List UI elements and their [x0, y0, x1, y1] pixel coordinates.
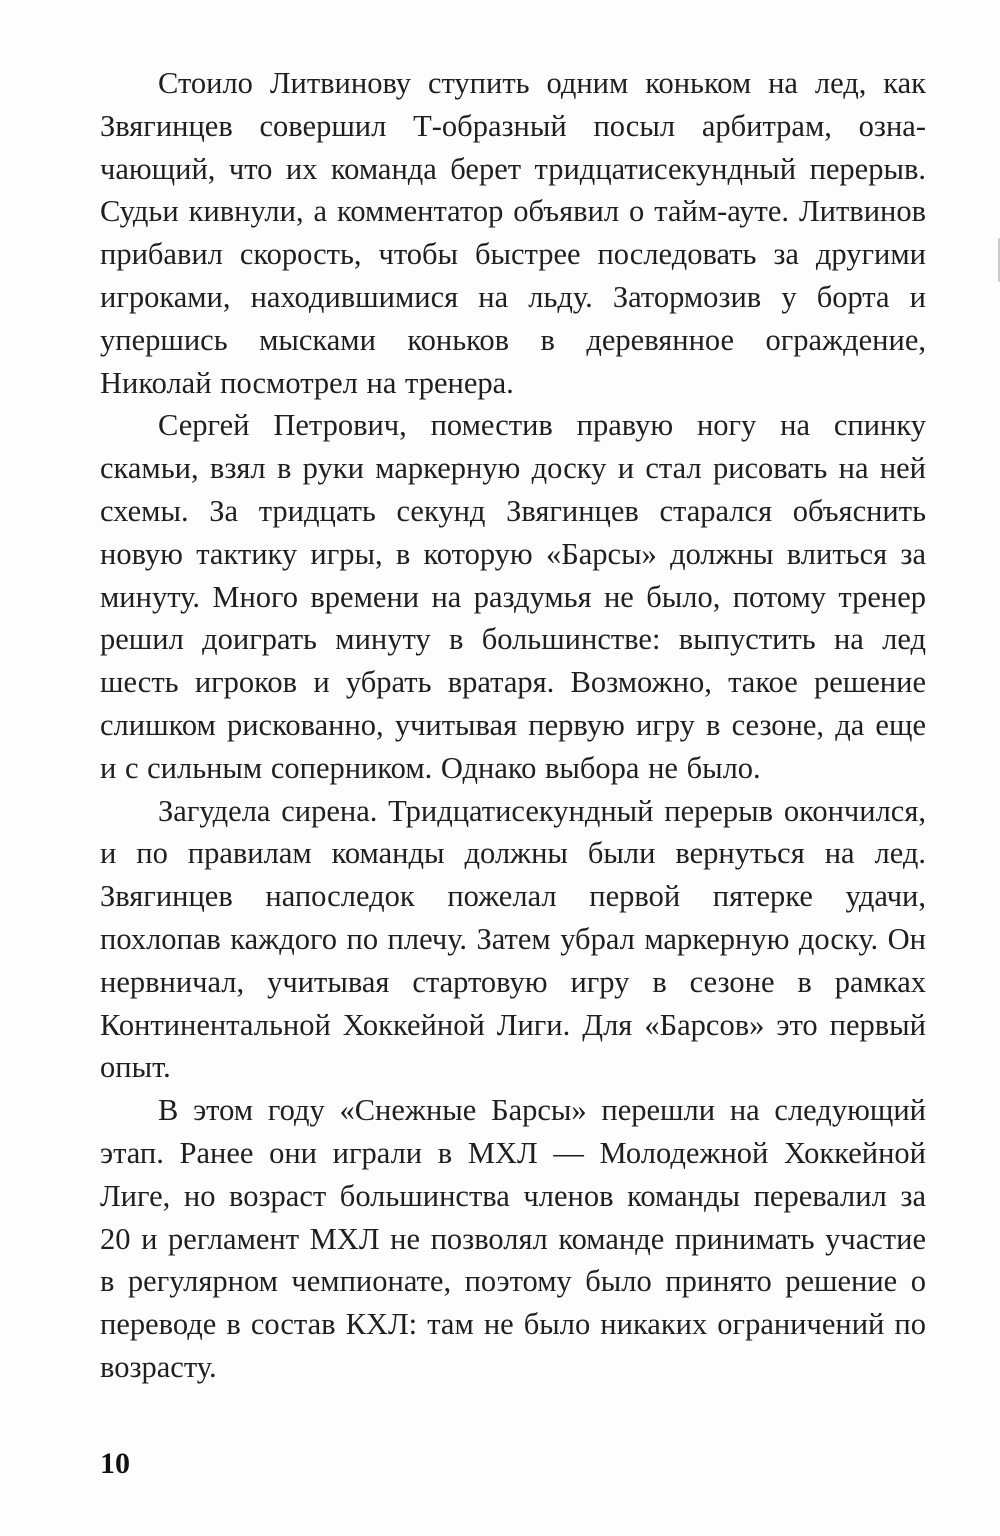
paragraph-2: Сергей Петрович, поместив правую ногу на спинку скамьи, взял в руки маркерную доску и стал рисовать на ней схемы. За тридцать секунд Звягинцев старался объяснить новую тактику игры, в которую «Барсы» должны влиться за минуту. Много времени на раздумья не было, потому тренер решил доиграть минуту в большинстве: выпустить на лед шесть игроков и убрать вратаря. Возможно, такое решение слишком рискованно, учитывая первую игру в сезоне, да еще и с сильным соперником. Однако выбора не было. — [100, 408, 926, 785]
page-number: 10 — [100, 1447, 130, 1480]
text-body — [100, 62, 926, 1389]
paragraph-4: В этом году «Снежные Барсы» перешли на следующий этап. Ранее они играли в МХЛ — Молодежной Хоккейной Лиге, но возраст большинства членов команды перевалил за 20 и регламент МХЛ не позволял команде принимать участие в регулярном чемпионате, поэтому было принято решение о переводе в состав КХЛ: там не было никаких ограничений по возрасту. — [100, 1093, 926, 1384]
paragraph-3: Загудела сирена. Тридцатисекундный перерыв окончился, и по правилам команды должны были вернуться на лед. Звягинцев напоследок пожелал первой пятерке удачи, похлопав каждого по плечу. Затем убрал маркерную доску. Он нервничал, учитывая стартовую игру в сезоне в рамках Континентальной Хоккейной Лиги. Для «Барсов» это первый опыт. — [100, 793, 926, 1085]
paragraph-1: Стоило Литвинову ступить одним коньком на лед, как Звягинцев совершил Т-образный посыл арбитрам, означающий, что их команда берет тридцатисекундный перерыв. Судьи кивнули, а комментатор объявил о тайм-ауте. Литвинов прибавил скорость, чтобы быстрее последовать за другими игроками, находившимися на льду. Затормозив у борта и упершись мысками коньков в деревянное ограждение, Николай посмотрел на тренера. — [100, 66, 926, 400]
